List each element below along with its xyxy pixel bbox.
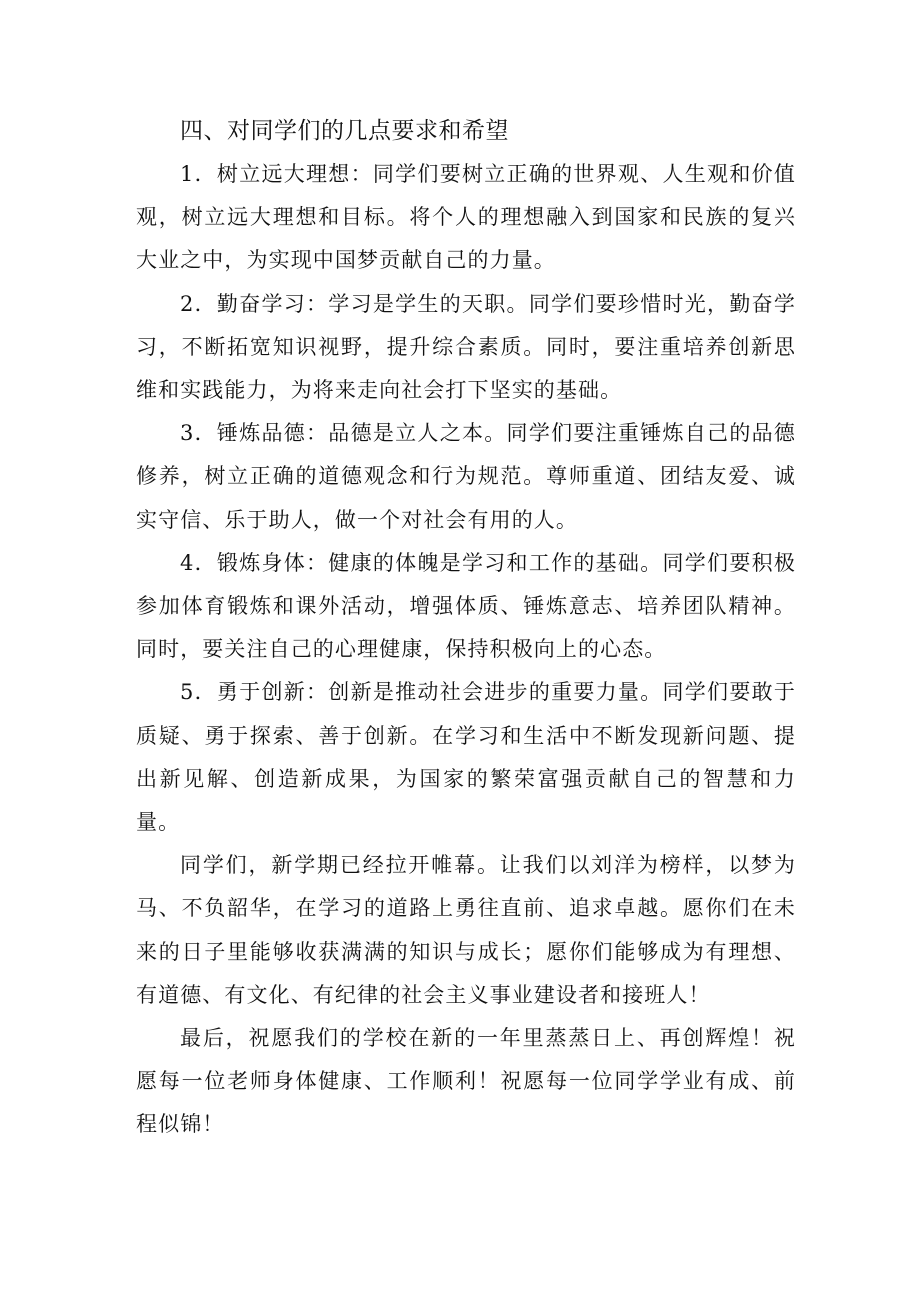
paragraph-innovation: 5．勇于创新：创新是推动社会进步的重要力量。同学们要敢于质疑、勇于探索、善于创新。在学习和生活中不断发现新问题、提出新见解、创造新成果，为国家的繁荣富强贡献自己的智慧和力量。 [136, 680, 796, 835]
section-heading: 四、对同学们的几点要求和希望 [180, 118, 509, 144]
paragraph-closing-wishes: 最后，祝愿我们的学校在新的一年里蒸蒸日上、再创辉煌！祝愿每一位老师身体健康、工作顺利！祝愿每一位同学学业有成、前程似锦！ [136, 1026, 796, 1137]
paragraph-morality: 3．锤炼品德：品德是立人之本。同学们要注重锤炼自己的品德修养，树立正确的道德观念和行为规范。尊师重道、团结友爱、诚实守信、乐于助人，做一个对社会有用的人。 [136, 421, 796, 532]
document-body [136, 110, 796, 1147]
paragraph-study: 2．勤奋学习：学习是学生的天职。同学们要珍惜时光，勤奋学习，不断拓宽知识视野，提升综合素质。同时，要注重培养创新思维和实践能力，为将来走向社会打下坚实的基础。 [136, 291, 796, 403]
paragraph-exercise: 4．锻炼身体：健康的体魄是学习和工作的基础。同学们要积极参加体育锻炼和课外活动，增强体质、锤炼意志、培养团队精神。同时，要关注自己的心理健康，保持积极向上的心态。 [136, 550, 796, 662]
paragraph-new-semester: 同学们，新学期已经拉开帷幕。让我们以刘洋为榜样，以梦为马、不负韶华，在学习的道路上勇往直前、追求卓越。愿你们在未来的日子里能够收获满满的知识与成长；愿你们能够成为有理想、有道德、有文化、有纪律的社会主义事业建设者和接班人！ [136, 853, 796, 1007]
paragraph-ideal: 1．树立远大理想：同学们要树立正确的世界观、人生观和价值观，树立远大理想和目标。将个人的理想融入到国家和民族的复兴大业之中，为实现中国梦贡献自己的力量。 [136, 162, 796, 273]
